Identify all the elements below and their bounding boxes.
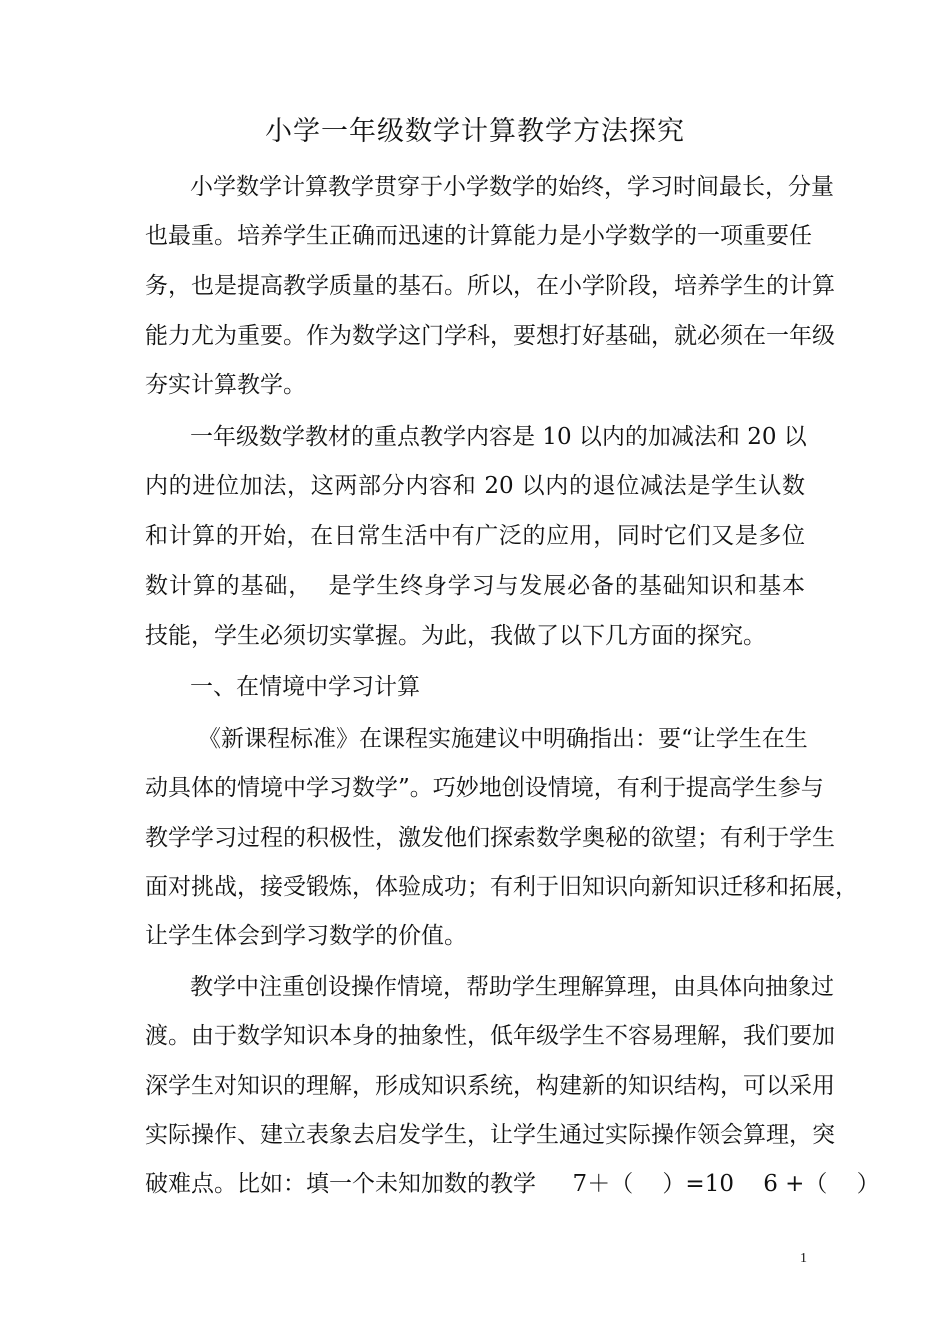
paragraph-line: 一年级数学教材的重点教学内容是 10 以内的加减法和 20 以 [190,424,807,450]
paragraph-line: 小学数学计算教学贯穿于小学数学的始终，学习时间最长，分量 [190,174,834,200]
paragraph-line: 务，也是提高教学质量的基石。所以，在小学阶段，培养学生的计算 [145,273,835,299]
paragraph-line: 数计算的基础， 是学生终身学习与发展必备的基础知识和基本 [145,573,805,599]
paragraph-line: 也最重。培养学生正确而迅速的计算能力是小学数学的一项重要任 [145,223,812,249]
paragraph-line: 让学生体会到学习数学的价值。 [145,923,467,949]
paragraph-line: 动具体的情境中学习数学”。巧妙地创设情境，有利于提高学生参与 [145,775,824,801]
paragraph-line: 面对挑战，接受锻炼，体验成功；有利于旧知识向新知识迁移和拓展， [145,874,858,900]
paragraph-line: 教学中注重创设操作情境，帮助学生理解算理，由具体向抽象过 [190,974,834,1000]
paragraph-line: 深学生对知识的理解，形成知识系统，构建新的知识结构，可以采用 [145,1073,835,1099]
paragraph-line: 实际操作、建立表象去启发学生，让学生通过实际操作领会算理，突 [145,1122,835,1148]
paragraph-line: 渡。由于数学知识本身的抽象性，低年级学生不容易理解，我们要加 [145,1023,835,1049]
paragraph-line: 夯实计算教学。 [145,372,306,398]
paragraph-line: 技能，学生必须切实掌握。为此，我做了以下几方面的探究。 [145,623,766,649]
paragraph-line: 能力尤为重要。作为数学这门学科，要想打好基础，就必须在一年级 [145,323,835,349]
page-number: 1 [800,1251,807,1266]
paragraph-line: 内的进位加法，这两部分内容和 20 以内的退位减法是学生认数 [145,473,805,499]
paragraph-line: 破难点。比如：填一个未知加数的教学 7＋（ ）=10 6 +（ ） [145,1171,880,1197]
section-heading: 一、在情境中学习计算 [190,674,420,700]
paragraph-line: 《新课程标准》在课程实施建议中明确指出：要“让学生在生 [198,726,808,752]
paragraph-line: 和计算的开始，在日常生活中有广泛的应用，同时它们又是多位 [145,523,805,549]
paragraph-line: 教学学习过程的积极性，激发他们探索数学奥秘的欲望；有利于学生 [145,825,835,851]
page-title: 小学一年级数学计算教学方法探究 [265,116,685,147]
